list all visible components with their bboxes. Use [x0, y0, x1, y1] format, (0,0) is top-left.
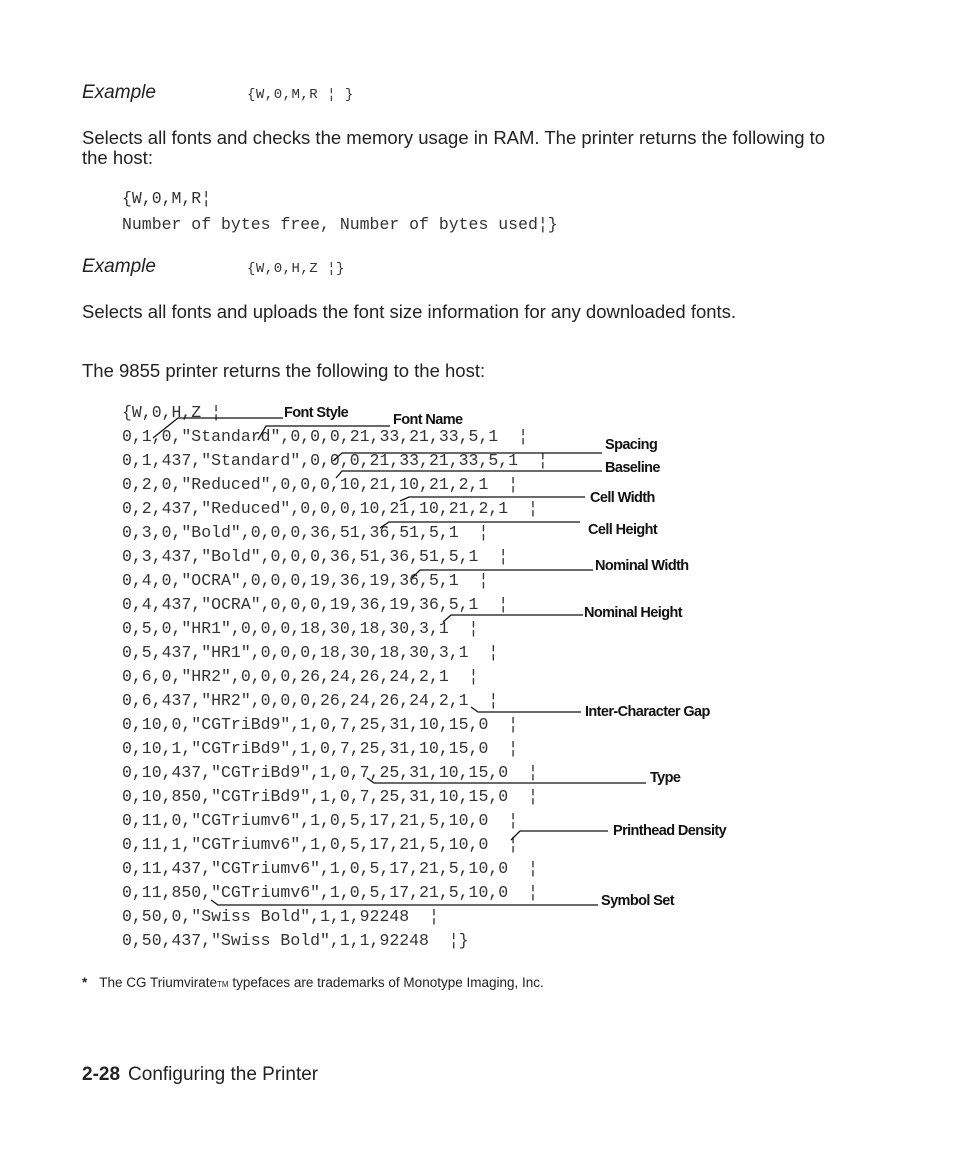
paragraph-printer-returns: The 9855 printer returns the following to the host:: [82, 360, 486, 381]
code-line: 0,4,0,"OCRA",0,0,0,19,36,19,36,5,1 ¦: [122, 571, 489, 590]
code-line: 0,1,0,"Standard",0,0,0,21,33,21,33,5,1 ¦: [122, 427, 528, 446]
label-type: Type: [650, 770, 681, 786]
code-line: 0,11,0,"CGTriumv6",1,0,5,17,21,5,10,0 ¦: [122, 811, 519, 830]
label-nominal-width: Nominal Width: [595, 558, 689, 574]
label-spacing: Spacing: [605, 437, 658, 453]
response-line: {W,0,M,R¦: [122, 189, 212, 208]
leader-font-style: [153, 418, 283, 438]
footnote-marker: *: [82, 975, 88, 990]
label-font-name: Font Name: [393, 412, 463, 428]
code-line: 0,3,437,"Bold",0,0,0,36,51,36,51,5,1 ¦: [122, 547, 509, 566]
code-line: 0,5,437,"HR1",0,0,0,18,30,18,30,3,1 ¦: [122, 643, 499, 662]
code-line: 0,10,850,"CGTriBd9",1,0,7,25,31,10,15,0 ¦: [122, 787, 538, 806]
leader-baseline: [336, 471, 602, 478]
code-line: 0,2,0,"Reduced",0,0,0,10,21,10,21,2,1 ¦: [122, 475, 519, 494]
code-line: 0,11,850,"CGTriumv6",1,0,5,17,21,5,10,0 ¦: [122, 883, 538, 902]
example-command: {W,0,H,Z ¦}: [247, 261, 345, 277]
code-line: 0,6,0,"HR2",0,0,0,26,24,26,24,2,1 ¦: [122, 667, 479, 686]
code-line: 0,4,437,"OCRA",0,0,0,19,36,19,36,5,1 ¦: [122, 595, 509, 614]
label-cell-width: Cell Width: [590, 490, 655, 506]
code-line: 0,10,1,"CGTriBd9",1,0,7,25,31,10,15,0 ¦: [122, 739, 519, 758]
code-line: 0,11,437,"CGTriumv6",1,0,5,17,21,5,10,0 ¦: [122, 859, 538, 878]
code-line: 0,3,0,"Bold",0,0,0,36,51,36,51,5,1 ¦: [122, 523, 489, 542]
leader-nominal-height: [443, 615, 583, 622]
leader-spacing: [333, 453, 602, 461]
label-inter-character-gap: Inter-Character Gap: [585, 704, 710, 720]
example-label: Example: [82, 82, 156, 103]
leader-cell-width: [400, 497, 585, 501]
label-printhead-density: Printhead Density: [613, 823, 727, 839]
example-label: Example: [82, 256, 156, 277]
label-symbol-set: Symbol Set: [601, 893, 674, 909]
code-line: 0,2,437,"Reduced",0,0,0,10,21,10,21,2,1 ¦: [122, 499, 538, 518]
footnote-text: The CG Triumvirate: [99, 975, 218, 990]
leader-type: [367, 778, 646, 783]
footnote: [82, 975, 544, 990]
code-line: {W,0,H,Z ¦: [122, 403, 222, 422]
code-line: 0,10,0,"CGTriBd9",1,0,7,25,31,10,15,0 ¦: [122, 715, 519, 734]
leader-printhead-density: [511, 831, 608, 840]
page-footer: [82, 1064, 318, 1086]
response-line: Number of bytes free, Number of bytes used¦}: [122, 215, 558, 234]
code-line: 0,10,437,"CGTriBd9",1,0,7,25,31,10,15,0 ¦: [122, 763, 538, 782]
code-line: 0,6,437,"HR2",0,0,0,26,24,26,24,2,1 ¦: [122, 691, 499, 710]
leader-font-name: [258, 426, 390, 440]
code-line: 0,11,1,"CGTriumv6",1,0,5,17,21,5,10,0 ¦: [122, 835, 519, 854]
leader-cell-height: [380, 522, 580, 528]
label-font-style: Font Style: [284, 405, 349, 421]
leader-symbol-set: [211, 900, 598, 905]
footnote-text-rest: typefaces are trademarks of Monotype Imaging, Inc.: [228, 975, 544, 990]
leader-inter-character-gap: [471, 707, 581, 712]
code-line: 0,50,437,"Swiss Bold",1,1,92248 ¦}: [122, 931, 469, 950]
page-number: 2-28: [82, 1064, 121, 1085]
example-command: {W,0,M,R ¦ }: [247, 87, 354, 103]
code-line: 0,5,0,"HR1",0,0,0,18,30,18,30,3,1 ¦: [122, 619, 479, 638]
label-nominal-height: Nominal Height: [584, 605, 682, 621]
section-title: Configuring the Printer: [128, 1064, 319, 1085]
code-line: 0,1,437,"Standard",0,0,0,21,33,21,33,5,1 ¦: [122, 451, 548, 470]
label-baseline: Baseline: [605, 460, 660, 476]
label-cell-height: Cell Height: [588, 522, 658, 538]
paragraph-font-size-upload: Selects all fonts and uploads the font size information for any downloaded fonts.: [82, 301, 737, 322]
code-line: 0,50,0,"Swiss Bold",1,1,92248 ¦: [122, 907, 439, 926]
paragraph-memory-usage: Selects all fonts and checks the memory usage in RAM. The printer returns the following to the host:: [82, 127, 826, 168]
leader-nominal-width: [412, 570, 593, 578]
trademark-symbol: TM: [217, 980, 229, 989]
